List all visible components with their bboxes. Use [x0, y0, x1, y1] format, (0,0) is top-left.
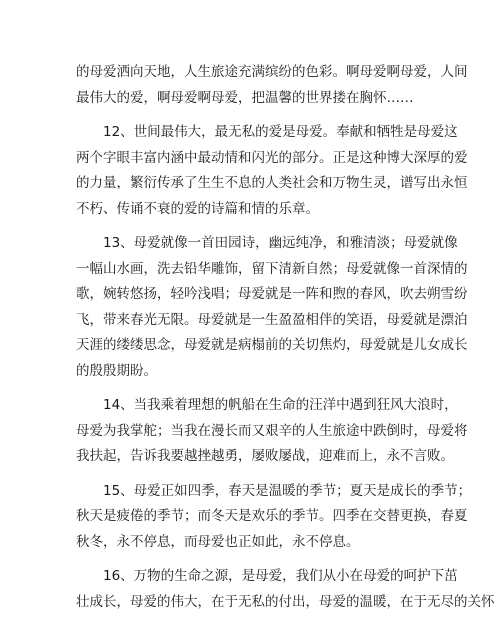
paragraph-16 — [76, 564, 495, 615]
text-line: 13、母爱就像一首田园诗，幽远纯净，和雅清淡；母爱就像 — [103, 235, 458, 251]
text-line: 一幅山水画，洗去铅华雕饰，留下清新自然；母爱就像一首深情的 — [76, 260, 468, 277]
text-line: 歌，婉转悠扬，轻吟浅唱；母爱就是一阵和煦的春风，吹去朔雪纷 — [76, 286, 468, 302]
text-line: 飞，带来春光无限。母爱就是一生盈盈相伴的笑语，母爱就是漂泊 — [76, 311, 468, 328]
text-line: 的殷殷期盼。 — [76, 362, 157, 379]
paragraph-13 — [76, 231, 468, 384]
text-line: 14、当我乘着理想的帆船在生命的汪洋中遇到狂风大浪时， — [103, 397, 458, 413]
text-line: 的力量，繁衍传承了生生不息的人类社会和万物生灵，谱写出永恒 — [76, 175, 468, 191]
text-line: 天涯的缕缕思念，母爱就是病榻前的关切焦灼，母爱就是儿女成长 — [76, 337, 468, 353]
text-line: 我扶起，告诉我要越挫越勇，屡败屡战，迎难而上，永不言败。 — [76, 448, 454, 464]
text-line: 秋冬，永不停息，而母爱也正如此，永不停息。 — [76, 533, 360, 550]
text-line: 不朽、传诵不衰的爱的诗篇和情的乐章。 — [76, 200, 319, 217]
document-body — [76, 60, 495, 624]
text-line: 的母爱洒向天地，人生旅途充满缤纷的色彩。啊母爱啊母爱，人间 — [76, 64, 468, 80]
text-line: 最伟大的爱，啊母爱啊母爱，把温馨的世界搂在胸怀…… — [76, 89, 414, 106]
text-line: 两个字眼丰富内涵中最动情和闪光的部分。正是这种博大深厚的爱 — [76, 149, 468, 166]
paragraph-12 — [76, 120, 468, 222]
paragraph-15 — [76, 479, 472, 556]
paragraph-continued — [76, 60, 468, 111]
paragraph-14 — [76, 393, 468, 470]
text-line: 母爱为我掌舵；当我在漫长而又艰辛的人生旅途中跌倒时，母爱将 — [76, 422, 468, 439]
text-line: 15、母爱正如四季，春天是温暖的季节；夏天是成长的季节； — [103, 482, 472, 499]
text-line: 壮成长，母爱的伟大，在于无私的付出，母爱的温暖，在于无尽的关怀 — [76, 593, 495, 610]
text-line: 秋天是疲倦的季节；而冬天是欢乐的季节。四季在交替更换，春夏 — [76, 508, 468, 524]
text-line: 16、万物的生命之源，是母爱，我们从小在母爱的呵护下茁 — [103, 568, 458, 584]
text-line: 12、世间最伟大，最无私的爱是母爱。奉献和牺牲是母爱这 — [103, 124, 458, 140]
